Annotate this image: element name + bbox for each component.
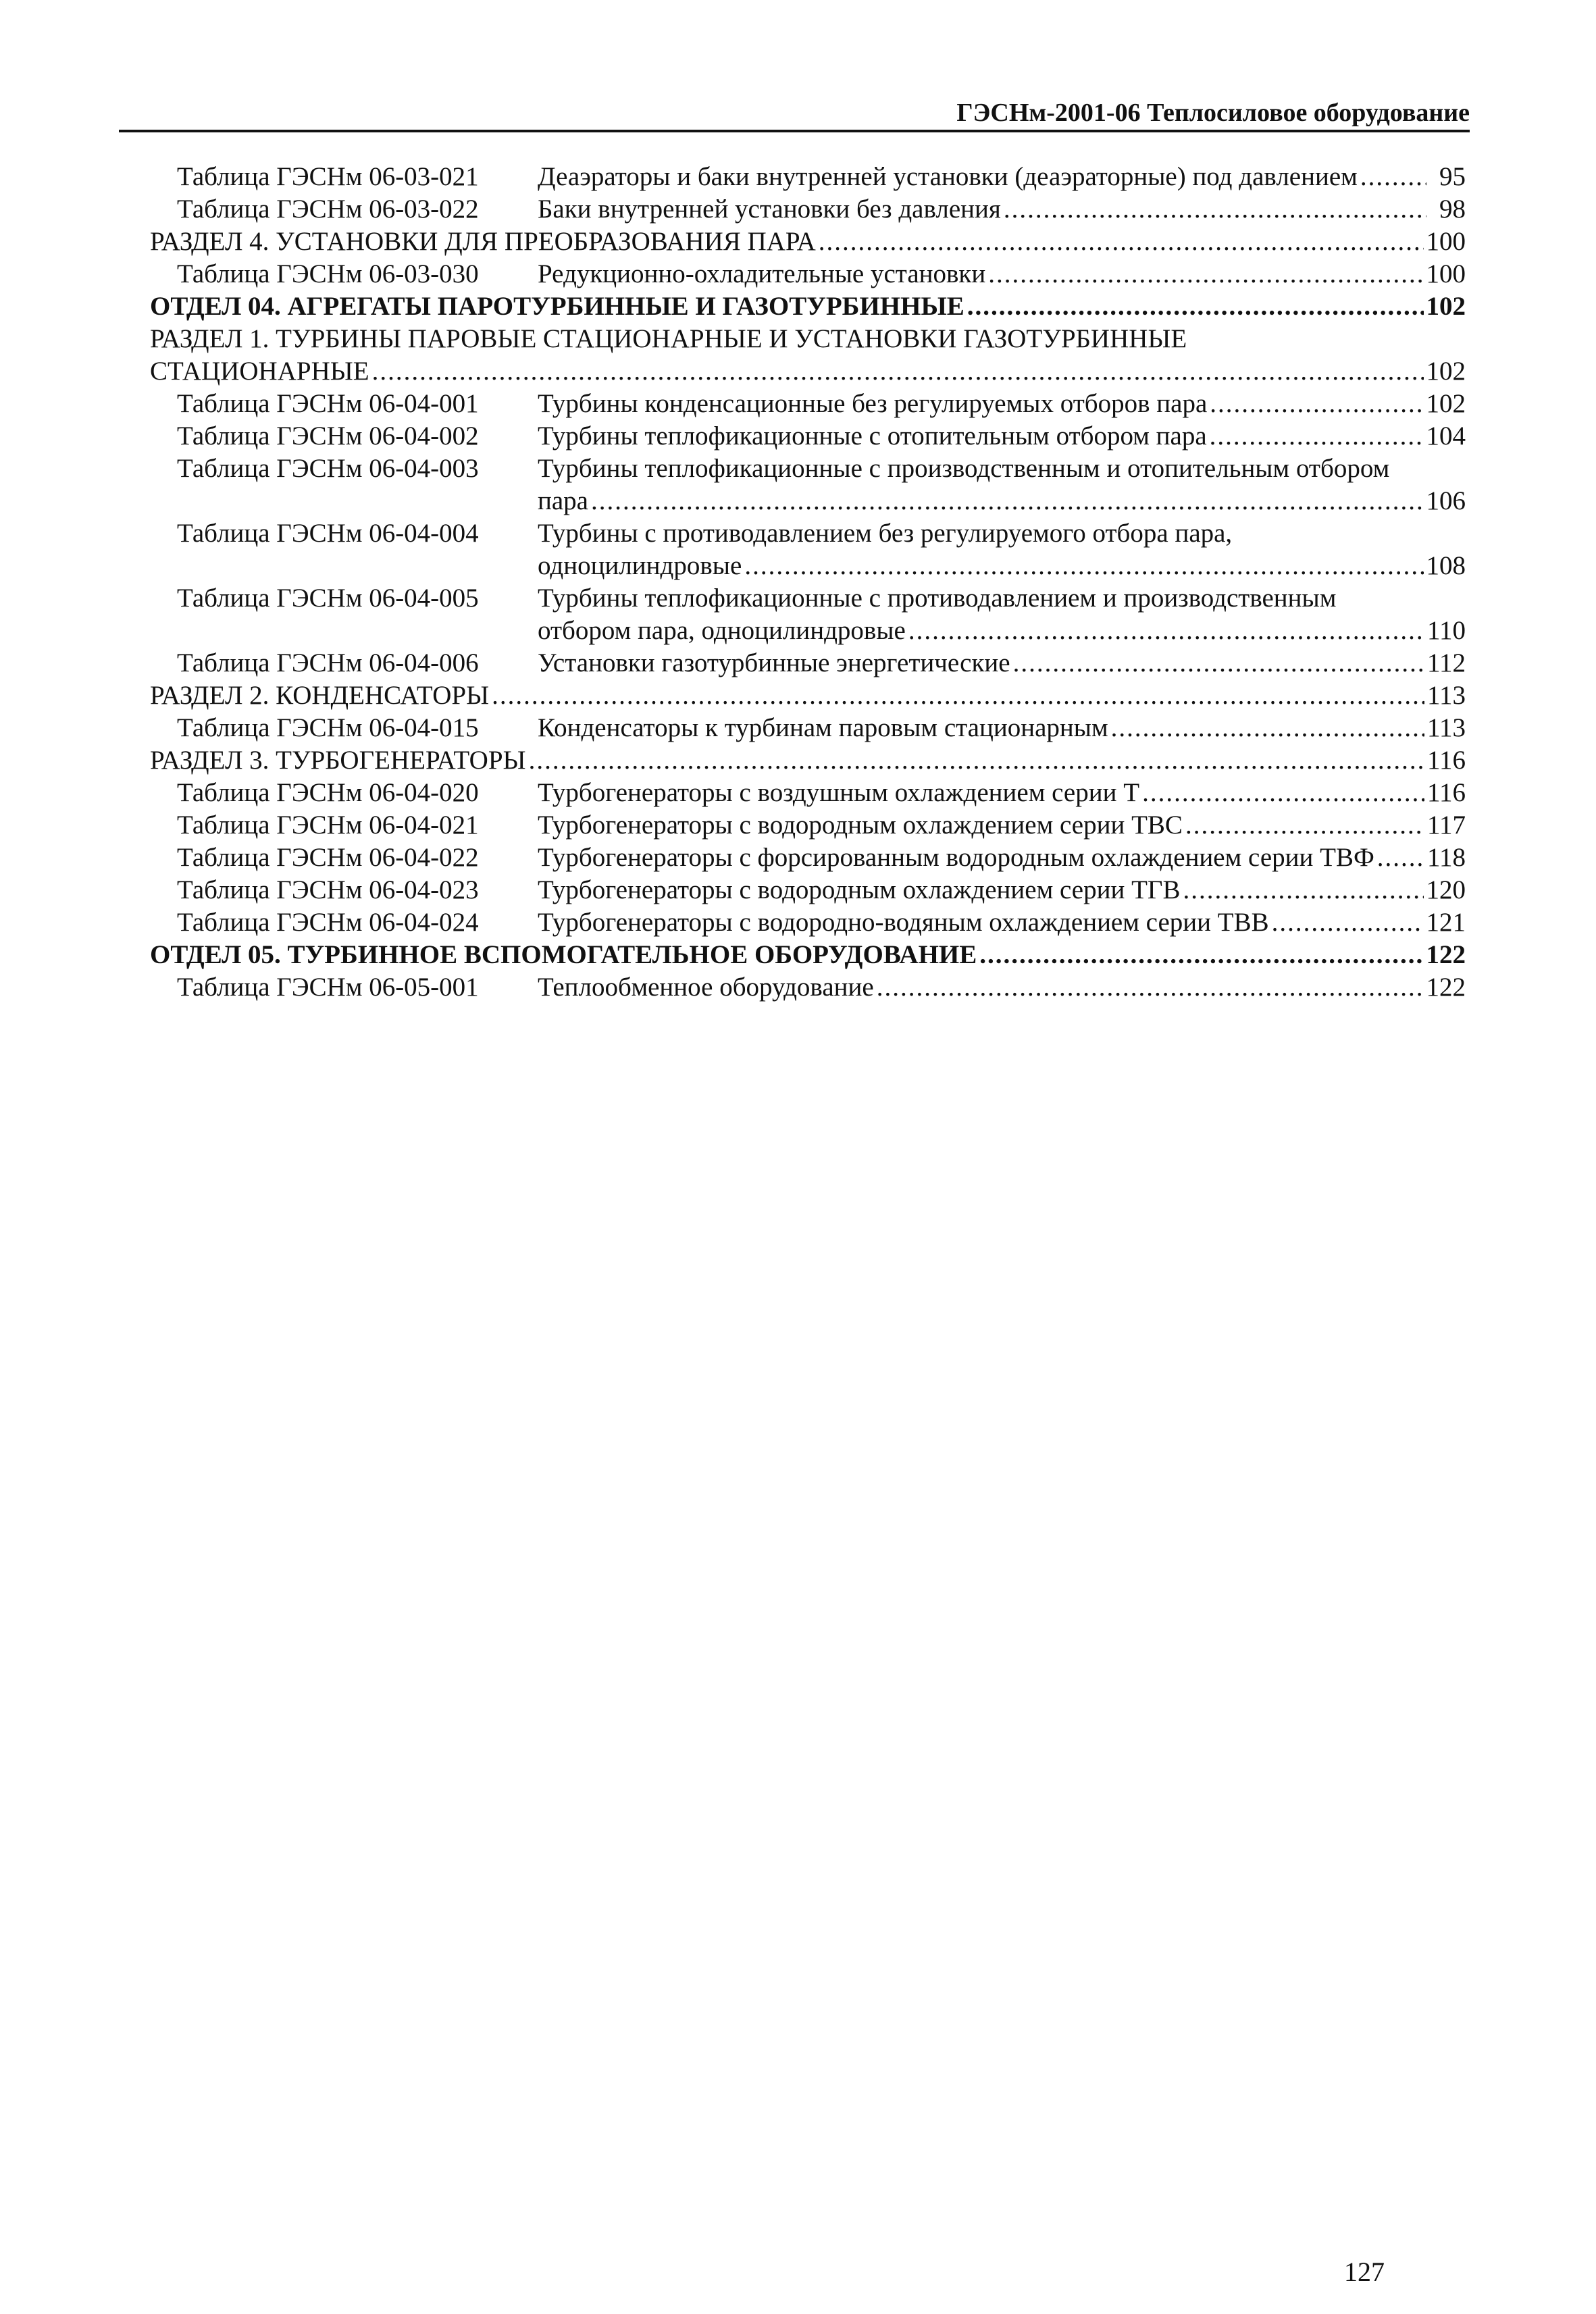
toc-table-entry bbox=[0, 420, 1596, 453]
dot-leader bbox=[744, 550, 1423, 582]
toc-table-entry bbox=[0, 388, 1596, 420]
toc-table-entry bbox=[0, 517, 1596, 582]
header-rule bbox=[119, 130, 1470, 132]
toc-entry-title: Турбины конденсационные без регулируемых отборов пара bbox=[538, 389, 1208, 418]
dot-leader bbox=[1142, 777, 1424, 809]
dot-leader bbox=[819, 226, 1424, 258]
toc-leader bbox=[538, 777, 1466, 809]
toc-entry-title: ОТДЕЛ 05. ТУРБИННОЕ ВСПОМОГАТЕЛЬНОЕ ОБОРУДОВАНИЕ bbox=[150, 940, 977, 969]
toc-entry-code: Таблица ГЭСНм 06-04-021 bbox=[177, 811, 479, 840]
toc-entry-page: 116 bbox=[1426, 746, 1466, 775]
toc-table-entry bbox=[0, 453, 1596, 517]
dot-leader bbox=[1360, 161, 1426, 193]
dot-leader bbox=[979, 939, 1423, 971]
toc-leader bbox=[538, 193, 1466, 226]
running-header: ГЭСНм-2001-06 Теплосиловое оборудование bbox=[956, 99, 1470, 127]
toc-leader bbox=[150, 355, 1466, 388]
toc-entry-page: 102 bbox=[1426, 357, 1466, 386]
dot-leader bbox=[1004, 193, 1426, 226]
toc-entry-page: 113 bbox=[1426, 713, 1466, 742]
toc-table-entry bbox=[0, 258, 1596, 290]
toc-section-entry bbox=[0, 744, 1596, 777]
toc-entry-title: Турбогенераторы с форсированным водородным охлаждением серии ТВФ bbox=[538, 843, 1374, 872]
toc-entry-title: СТАЦИОНАРНЫЕ bbox=[150, 357, 369, 386]
dot-leader bbox=[529, 744, 1424, 777]
toc-entry-title: Установки газотурбинные энергетические bbox=[538, 648, 1010, 677]
toc-entry-code: Таблица ГЭСНм 06-04-015 bbox=[177, 713, 479, 742]
toc-table-entry bbox=[0, 809, 1596, 842]
toc-leader bbox=[150, 290, 1466, 323]
toc-entry-title: РАЗДЕЛ 3. ТУРБОГЕНЕРАТОРЫ bbox=[150, 746, 526, 775]
toc-entry-title: Турбогенераторы с водородным охлаждением серии ТВС bbox=[538, 811, 1183, 840]
toc-entry-page: 106 bbox=[1426, 486, 1466, 515]
toc-entry-title-line1: Турбины теплофикационные с производственным и отопительным отбором bbox=[538, 454, 1390, 483]
toc-entry-title: Деаэраторы и баки внутренней установки (деаэраторные) под давлением bbox=[538, 162, 1358, 191]
toc-entry-title: одноцилиндровые bbox=[538, 551, 742, 580]
toc-entry-page: 98 bbox=[1439, 195, 1466, 224]
toc-entry-title: Редукционно-охладительные установки bbox=[538, 259, 986, 288]
toc-leader bbox=[150, 744, 1466, 777]
toc-entry-page: 104 bbox=[1426, 421, 1466, 451]
dot-leader bbox=[591, 485, 1424, 517]
dot-leader bbox=[492, 679, 1424, 712]
toc-entry-page: 116 bbox=[1426, 778, 1466, 807]
toc-leader bbox=[538, 712, 1466, 744]
toc-entry-code: Таблица ГЭСНм 06-04-020 bbox=[177, 778, 479, 807]
toc-leader bbox=[538, 615, 1466, 647]
toc-entry-title: РАЗДЕЛ 2. КОНДЕНСАТОРЫ bbox=[150, 681, 490, 710]
dot-leader bbox=[1185, 809, 1424, 842]
toc-entry-title: Баки внутренней установки без давления bbox=[538, 195, 1001, 224]
toc-entry-title: Теплообменное оборудование bbox=[538, 973, 874, 1002]
dot-leader bbox=[372, 355, 1424, 388]
dot-leader bbox=[1210, 420, 1424, 453]
toc-leader bbox=[538, 388, 1466, 420]
toc-entry-page: 121 bbox=[1426, 908, 1466, 937]
toc-entry-title: РАЗДЕЛ 4. УСТАНОВКИ ДЛЯ ПРЕОБРАЗОВАНИЯ ПАРА bbox=[150, 227, 816, 256]
toc-entry-title: Турбогенераторы с водородно-водяным охлаждением серии ТВВ bbox=[538, 908, 1269, 937]
toc-table-entry bbox=[0, 842, 1596, 874]
toc-entry-page: 95 bbox=[1439, 162, 1466, 191]
toc-leader bbox=[538, 971, 1466, 1004]
table-of-contents bbox=[0, 161, 1596, 1004]
dot-leader bbox=[988, 258, 1423, 290]
toc-department-entry bbox=[0, 939, 1596, 971]
toc-section-entry bbox=[0, 226, 1596, 258]
toc-entry-title-line1: РАЗДЕЛ 1. ТУРБИНЫ ПАРОВЫЕ СТАЦИОНАРНЫЕ И УСТАНОВКИ ГАЗОТУРБИННЫЕ bbox=[150, 324, 1187, 353]
toc-table-entry bbox=[0, 971, 1596, 1004]
toc-table-entry bbox=[0, 777, 1596, 809]
toc-entry-code: Таблица ГЭСНм 06-04-006 bbox=[177, 648, 479, 677]
dot-leader bbox=[877, 971, 1424, 1004]
toc-entry-code: Таблица ГЭСНм 06-04-002 bbox=[177, 421, 479, 451]
toc-entry-page: 102 bbox=[1426, 389, 1466, 418]
toc-entry-title: Конденсаторы к турбинам паровым стационарным bbox=[538, 713, 1108, 742]
toc-leader bbox=[538, 420, 1466, 453]
toc-leader bbox=[538, 647, 1466, 679]
toc-entry-code: Таблица ГЭСНм 06-04-004 bbox=[177, 519, 479, 548]
toc-entry-code: Таблица ГЭСНм 06-04-023 bbox=[177, 875, 479, 904]
dot-leader bbox=[967, 290, 1424, 323]
toc-entry-code: Таблица ГЭСНм 06-04-005 bbox=[177, 584, 479, 613]
toc-entry-code: Таблица ГЭСНм 06-03-030 bbox=[177, 259, 479, 288]
toc-table-entry bbox=[0, 906, 1596, 939]
toc-entry-page: 122 bbox=[1426, 973, 1466, 1002]
toc-leader bbox=[538, 906, 1466, 939]
page-number: 127 bbox=[1344, 2257, 1385, 2287]
toc-entry-title-line1: Турбины с противодавлением без регулируемого отбора пара, bbox=[538, 519, 1233, 548]
toc-entry-page: 122 bbox=[1426, 940, 1466, 969]
toc-entry-page: 102 bbox=[1426, 292, 1466, 321]
toc-leader bbox=[538, 550, 1466, 582]
toc-leader bbox=[538, 809, 1466, 842]
dot-leader bbox=[1013, 647, 1424, 679]
toc-section-entry bbox=[0, 323, 1596, 388]
dot-leader bbox=[1272, 906, 1424, 939]
toc-entry-title: Турбогенераторы с водородным охлаждением серии ТГВ bbox=[538, 875, 1181, 904]
dot-leader bbox=[1183, 874, 1423, 906]
dot-leader bbox=[1210, 388, 1423, 420]
toc-entry-page: 120 bbox=[1426, 875, 1466, 904]
toc-table-entry bbox=[0, 712, 1596, 744]
toc-leader bbox=[150, 679, 1466, 712]
toc-entry-code: Таблица ГЭСНм 06-03-022 bbox=[177, 195, 479, 224]
toc-leader bbox=[538, 842, 1466, 874]
dot-leader bbox=[1111, 712, 1424, 744]
toc-department-entry bbox=[0, 290, 1596, 323]
dot-leader bbox=[908, 615, 1424, 647]
toc-entry-code: Таблица ГЭСНм 06-03-021 bbox=[177, 162, 479, 191]
toc-entry-code: Таблица ГЭСНм 06-04-003 bbox=[177, 454, 479, 483]
toc-entry-page: 100 bbox=[1426, 259, 1466, 288]
toc-leader bbox=[538, 258, 1466, 290]
toc-table-entry bbox=[0, 161, 1596, 193]
toc-entry-page: 117 bbox=[1426, 811, 1466, 840]
toc-entry-code: Таблица ГЭСНм 06-05-001 bbox=[177, 973, 479, 1002]
toc-table-entry bbox=[0, 874, 1596, 906]
dot-leader bbox=[1377, 842, 1424, 874]
toc-entry-page: 110 bbox=[1426, 616, 1466, 645]
toc-entry-title: отбором пара, одноцилиндровые bbox=[538, 616, 906, 645]
toc-entry-page: 108 bbox=[1426, 551, 1466, 580]
toc-entry-page: 112 bbox=[1426, 648, 1466, 677]
toc-leader bbox=[538, 161, 1466, 193]
toc-table-entry bbox=[0, 193, 1596, 226]
toc-entry-title: ОТДЕЛ 04. АГРЕГАТЫ ПАРОТУРБИННЫЕ И ГАЗОТУРБИННЫЕ bbox=[150, 292, 964, 321]
toc-table-entry bbox=[0, 647, 1596, 679]
toc-section-entry bbox=[0, 679, 1596, 712]
toc-entry-title-line1: Турбины теплофикационные с противодавлением и производственным bbox=[538, 584, 1337, 613]
toc-leader bbox=[150, 226, 1466, 258]
toc-leader bbox=[538, 874, 1466, 906]
toc-entry-page: 100 bbox=[1426, 227, 1466, 256]
toc-entry-page: 113 bbox=[1426, 681, 1466, 710]
toc-entry-code: Таблица ГЭСНм 06-04-022 bbox=[177, 843, 479, 872]
toc-table-entry bbox=[0, 582, 1596, 647]
toc-entry-title: пара bbox=[538, 486, 588, 515]
toc-entry-title: Турбины теплофикационные с отопительным отбором пара bbox=[538, 421, 1207, 451]
toc-entry-code: Таблица ГЭСНм 06-04-001 bbox=[177, 389, 479, 418]
toc-entry-code: Таблица ГЭСНм 06-04-024 bbox=[177, 908, 479, 937]
toc-entry-page: 118 bbox=[1426, 843, 1466, 872]
toc-entry-title: Турбогенераторы с воздушным охлаждением серии Т bbox=[538, 778, 1140, 807]
toc-leader bbox=[150, 939, 1466, 971]
toc-leader bbox=[538, 485, 1466, 517]
